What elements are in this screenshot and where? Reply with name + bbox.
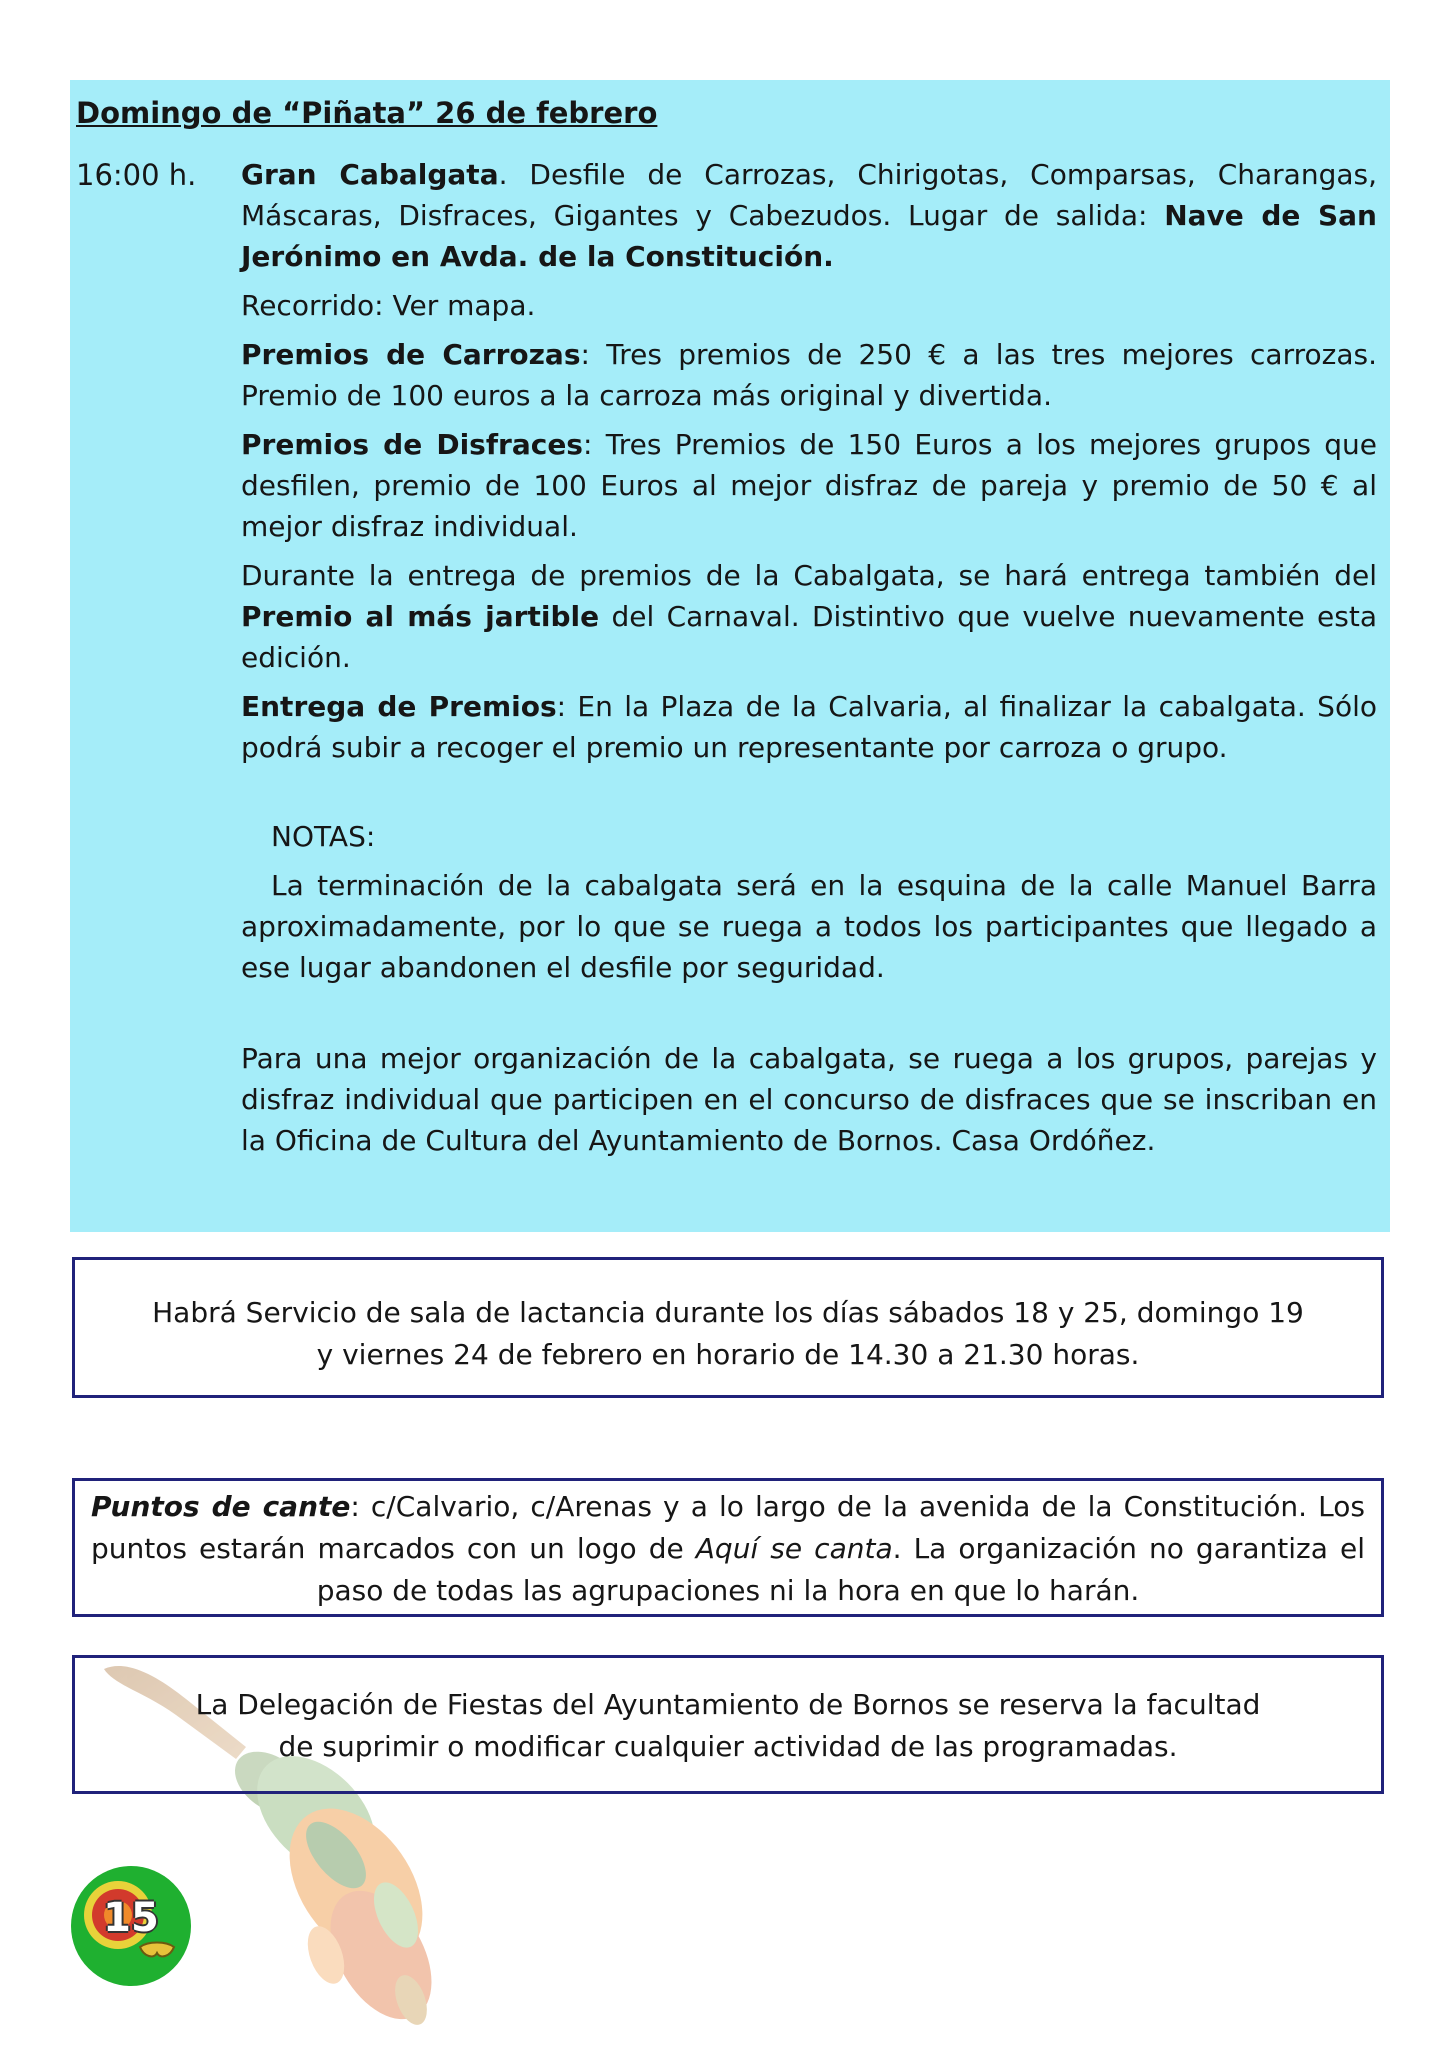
lactancia-line-1: Habrá Servicio de sala de lactancia durante los días sábados 18 y 25, domingo 19 bbox=[152, 1296, 1304, 1329]
paragraph-premio-jartible: Durante la entrega de premios de la Cabalgata, se hará entrega también del Premio al más jartible del Carnaval. Distintivo que vuelve nuevamente esta edición. bbox=[241, 559, 1378, 674]
page-number: 15 bbox=[103, 1895, 159, 1941]
section-heading: Domingo de “Piñata” 26 de febrero bbox=[76, 96, 658, 130]
lactancia-line-2: y viernes 24 de febrero en horario de 14.30 a 21.30 horas. bbox=[316, 1338, 1140, 1371]
paragraph-cabalgata: Gran Cabalgata. Desfile de Carrozas, Chirigotas, Comparsas, Charangas, Máscaras, Disfraces, Gigantes y Cabezudos. Lugar de salida: Nave de San Jerónimo en Avda. de la Constitución. bbox=[241, 158, 1377, 273]
lactancia-box bbox=[72, 1257, 1384, 1398]
aqui-se-canta: Aquí se canta bbox=[695, 1532, 893, 1565]
notas-organizacion: Para una mejor organización de la cabalgata, se ruega a los grupos, parejas y disfraz individual que participen en el concurso de disfraces que se inscriban en la Oficina de Cultura del Ayuntamiento de Bornos. Casa Ordóñez. bbox=[241, 1042, 1377, 1157]
paragraph-entrega-premios: Entrega de Premios: En la Plaza de la Calvaria, al finalizar la cabalgata. Sólo podrá subir a recoger el premio un representante por carroza o grupo. bbox=[241, 690, 1377, 764]
bold-gran-cabalgata: Gran Cabalgata bbox=[241, 158, 499, 191]
puntos-cante-label: Puntos de cante bbox=[91, 1490, 351, 1523]
bold-lugar-salida: Nave de San Jerónimo en Avda. de la Constitución. bbox=[241, 199, 1377, 273]
delegacion-box bbox=[72, 1655, 1384, 1794]
paragraph-recorrido: Recorrido: Ver mapa. bbox=[241, 289, 536, 322]
paragraph-premios-disfraces: Premios de Disfraces: Tres Premios de 150 Euros a los mejores grupos que desfilen, premio de 100 Euros al mejor disfraz de pareja y premio de 50 € al mejor disfraz individual. bbox=[241, 428, 1377, 543]
delegacion-line-1: La Delegación de Fiestas del Ayuntamiento de Bornos se reserva la facultad bbox=[195, 1688, 1261, 1721]
event-time: 16:00 h. bbox=[76, 158, 197, 192]
notas-title: NOTAS: bbox=[271, 820, 376, 853]
paragraph-premios-carrozas: Premios de Carrozas: Tres premios de 250 € a las tres mejores carrozas. Premio de 100 euros a la carroza más original y divertida. bbox=[241, 338, 1377, 412]
delegacion-line-2: de suprimir o modificar cualquier actividad de las programadas. bbox=[278, 1730, 1178, 1763]
event-description bbox=[241, 154, 1377, 1169]
notas-terminacion: La terminación de la cabalgata será en la esquina de la calle Manuel Barra aproximadamente, por lo que se ruega a todos los participantes que llegado a ese lugar abandonen el desfile por seguridad. bbox=[241, 869, 1377, 984]
puntos-cante-box: Puntos de cante: c/Calvario, c/Arenas y a lo largo de la avenida de la Constitución. Los puntos estarán marcados con un logo de Aquí se canta. La organización no garantiza el paso de todas las agrupaciones ni la hora en que lo harán. bbox=[72, 1478, 1384, 1617]
